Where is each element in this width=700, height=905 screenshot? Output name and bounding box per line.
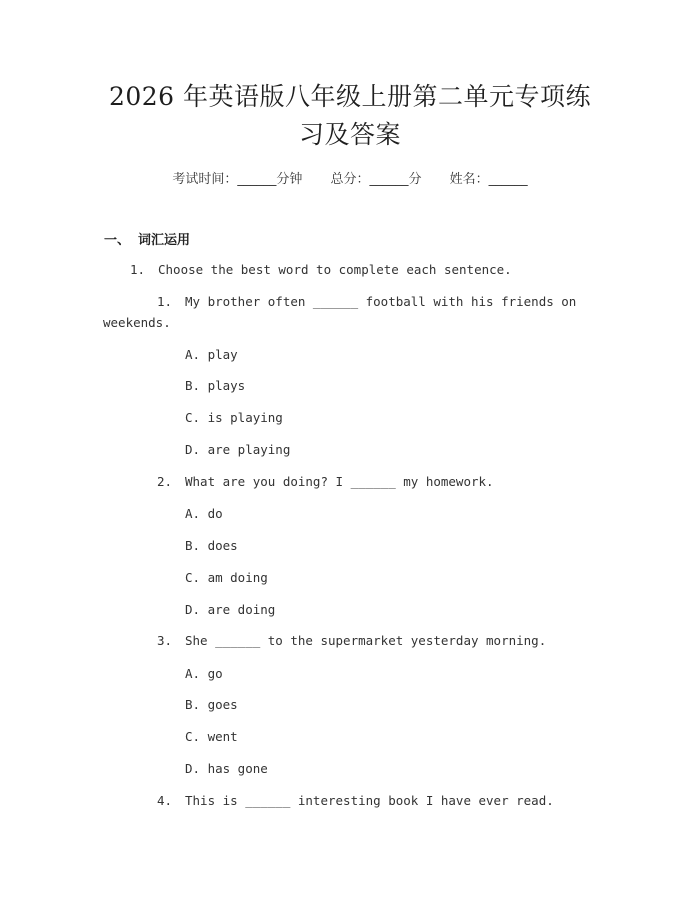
option-c: C. is playing [185, 410, 283, 425]
question-number: 2. [157, 474, 173, 489]
option-a: A. go [185, 666, 223, 681]
instruction [130, 262, 512, 277]
question-number: 3. [157, 633, 173, 648]
option-a: A. play [185, 347, 238, 362]
section-heading [104, 229, 190, 248]
option-d: D. are playing [185, 442, 291, 457]
question-number: 4. [157, 793, 173, 808]
option-b: B. plays [185, 378, 246, 393]
option-b: B. does [185, 538, 238, 553]
instruction-text: Choose the best word to complete each sentence. [158, 262, 512, 277]
question-3 [157, 633, 546, 648]
question-text: She ______ to the supermarket yesterday morning. [185, 633, 547, 648]
option-d: D. has gone [185, 761, 268, 776]
exam-time: 考试时间：______分钟 [172, 172, 303, 187]
question-1-continuation: weekends. [103, 315, 171, 330]
exam-info [0, 168, 700, 187]
question-1 [157, 294, 576, 309]
question-text: My brother often ______ football with his friends on [185, 294, 577, 309]
exam-total-score: 总分：______分 [330, 172, 422, 187]
question-text: What are you doing? I ______ my homework. [185, 474, 494, 489]
option-c: C. went [185, 729, 238, 744]
section-title: 词汇运用 [138, 233, 191, 248]
question-2 [157, 474, 494, 489]
option-a: A. do [185, 506, 223, 521]
document-title: 2026 年英语版八年级上册第二单元专项练习及答案 [108, 82, 592, 149]
student-name: 姓名：______ [449, 172, 528, 187]
option-c: C. am doing [185, 570, 268, 585]
question-4 [157, 793, 554, 808]
option-d: D. are doing [185, 602, 276, 617]
question-number: 1. [157, 294, 173, 309]
section-number: 一、 [104, 233, 131, 248]
instruction-number: 1. [130, 262, 146, 277]
option-b: B. goes [185, 697, 238, 712]
question-text: This is ______ interesting book I have ever read. [185, 793, 554, 808]
